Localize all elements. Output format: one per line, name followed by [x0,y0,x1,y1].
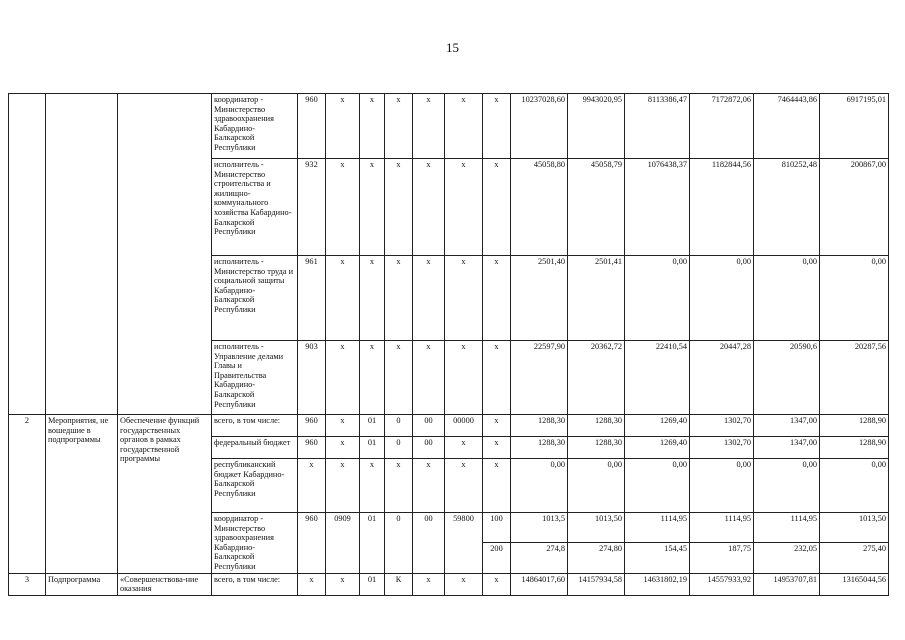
value-cell: 0,00 [568,459,625,513]
name-cell: «Совершенствова-ние оказания [118,573,212,595]
cs2-cell: 0 [385,437,413,459]
name-cell: Обеспечение функций государственных органов в рамках государственной программы [118,415,212,574]
cs1-cell: x [360,459,385,513]
status-cell: Подпрограмма [46,573,118,595]
cs3-cell: x [413,256,445,341]
value-cell: 1013,5 [511,513,568,543]
cs3-cell: 00 [413,415,445,437]
cs1-cell: x [360,341,385,415]
value-cell: 1114,95 [754,513,820,543]
value-cell: 232,05 [754,543,820,573]
value-cell: 0,00 [754,459,820,513]
vr-cell: x [483,159,511,256]
value-cell: 14953707,81 [754,573,820,595]
value-cell: 0,00 [511,459,568,513]
num-cell [9,94,46,415]
cs4-cell: x [445,341,483,415]
grbs-cell: 961 [298,256,326,341]
value-cell: 200867,00 [820,159,889,256]
status-cell: Мероприятия, не вошедшие в подпрограммы [46,415,118,574]
cs3-cell: x [413,159,445,256]
vr-cell: 100 [483,513,511,543]
value-cell: 13165044,56 [820,573,889,595]
grbs-cell: 932 [298,159,326,256]
executor-cell: исполнитель - Управление делами Главы и Правительства Кабардино-Балкарской Республики [212,341,298,415]
value-cell: 0,00 [625,256,690,341]
cs1-cell: 01 [360,573,385,595]
value-cell: 10237028,60 [511,94,568,159]
value-cell: 7172872,06 [690,94,754,159]
value-cell: 1288,90 [820,415,889,437]
value-cell: 14864017,60 [511,573,568,595]
name-cell [118,94,212,415]
value-cell: 1114,95 [625,513,690,543]
rz-cell: x [326,415,360,437]
value-cell: 1114,95 [690,513,754,543]
value-cell: 20590,6 [754,341,820,415]
value-cell: 1288,30 [511,437,568,459]
value-cell: 0,00 [690,459,754,513]
rz-cell: 0909 [326,513,360,574]
vr-cell: x [483,437,511,459]
executor-cell: исполнитель - Министерство труда и социальной защиты Кабардино-Балкарской Республики [212,256,298,341]
value-cell: 0,00 [690,256,754,341]
cs2-cell: x [385,159,413,256]
rz-cell: x [326,159,360,256]
grbs-cell: 960 [298,415,326,437]
rz-cell: x [326,437,360,459]
value-cell: 1288,30 [511,415,568,437]
cs3-cell: x [413,459,445,513]
value-cell: 2501,40 [511,256,568,341]
cs4-cell: 00000 [445,415,483,437]
grbs-cell: x [298,459,326,513]
cs2-cell: К [385,573,413,595]
value-cell: 1288,30 [568,437,625,459]
cs1-cell: 01 [360,437,385,459]
value-cell: 1347,00 [754,415,820,437]
cs2-cell: x [385,459,413,513]
cs3-cell: x [413,94,445,159]
rz-cell: x [326,573,360,595]
executor-cell: всего, в том числе: [212,573,298,595]
value-cell: 1347,00 [754,437,820,459]
value-cell: 1013,50 [568,513,625,543]
value-cell: 1013,50 [820,513,889,543]
table-row [9,573,889,595]
num-cell: 2 [9,415,46,574]
grbs-cell: 960 [298,513,326,574]
cs2-cell: 0 [385,415,413,437]
budget-table [8,93,889,596]
value-cell: 1076438,37 [625,159,690,256]
cs1-cell: x [360,159,385,256]
vr-cell: x [483,94,511,159]
value-cell: 275,40 [820,543,889,573]
cs2-cell: x [385,256,413,341]
executor-cell: координатор - Министерство здравоохранения Кабардино-Балкарской Республики [212,94,298,159]
vr-cell: x [483,415,511,437]
cs1-cell: 01 [360,513,385,574]
value-cell: 45058,80 [511,159,568,256]
table-row [9,415,889,437]
value-cell: 9943020,95 [568,94,625,159]
cs2-cell: 0 [385,513,413,574]
executor-cell: всего, в том числе: [212,415,298,437]
value-cell: 0,00 [820,256,889,341]
grbs-cell: x [298,573,326,595]
executor-cell: координатор - Министерство здравоохранения Кабардино-Балкарской Республики [212,513,298,574]
value-cell: 274,80 [568,543,625,573]
value-cell: 45058,79 [568,159,625,256]
cs3-cell: x [413,573,445,595]
value-cell: 14157934,58 [568,573,625,595]
grbs-cell: 960 [298,437,326,459]
value-cell: 274,8 [511,543,568,573]
value-cell: 8113386,47 [625,94,690,159]
value-cell: 20447,28 [690,341,754,415]
value-cell: 1288,90 [820,437,889,459]
status-cell [46,94,118,415]
vr-cell: 200 [483,543,511,573]
table-row [9,94,889,159]
value-cell: 1302,70 [690,437,754,459]
value-cell: 0,00 [625,459,690,513]
cs1-cell: 01 [360,415,385,437]
cs4-cell: x [445,256,483,341]
value-cell: 1182844,56 [690,159,754,256]
value-cell: 187,75 [690,543,754,573]
value-cell: 0,00 [754,256,820,341]
grbs-cell: 960 [298,94,326,159]
cs2-cell: x [385,94,413,159]
value-cell: 1269,40 [625,415,690,437]
cs4-cell: x [445,159,483,256]
executor-cell: республиканский бюджет Кабардино-Балкарской Республики [212,459,298,513]
executor-cell: федеральный бюджет [212,437,298,459]
executor-cell: исполнитель - Министерство строительства и жилищно-коммунального хозяйства Кабардино-Балкарской Республики [212,159,298,256]
vr-cell: x [483,459,511,513]
value-cell: 14557933,92 [690,573,754,595]
value-cell: 14631802,19 [625,573,690,595]
rz-cell: x [326,256,360,341]
value-cell: 6917195,01 [820,94,889,159]
cs3-cell: 00 [413,437,445,459]
value-cell: 810252,48 [754,159,820,256]
value-cell: 1288,30 [568,415,625,437]
value-cell: 1302,70 [690,415,754,437]
cs4-cell: x [445,459,483,513]
vr-cell: x [483,341,511,415]
cs4-cell: x [445,573,483,595]
value-cell: 22410,54 [625,341,690,415]
value-cell: 22597,90 [511,341,568,415]
cs4-cell: 59800 [445,513,483,574]
rz-cell: x [326,341,360,415]
cs1-cell: x [360,256,385,341]
cs1-cell: x [360,94,385,159]
value-cell: 1269,40 [625,437,690,459]
cs3-cell: 00 [413,513,445,574]
value-cell: 2501,41 [568,256,625,341]
vr-cell: x [483,573,511,595]
cs4-cell: x [445,437,483,459]
page-number: 15 [446,40,459,55]
value-cell: 20362,72 [568,341,625,415]
cs2-cell: x [385,341,413,415]
value-cell: 7464443,86 [754,94,820,159]
cs4-cell: x [445,94,483,159]
value-cell: 0,00 [820,459,889,513]
num-cell: 3 [9,573,46,595]
vr-cell: x [483,256,511,341]
cs3-cell: x [413,341,445,415]
rz-cell: x [326,94,360,159]
value-cell: 154,45 [625,543,690,573]
rz-cell: x [326,459,360,513]
value-cell: 20287,56 [820,341,889,415]
grbs-cell: 903 [298,341,326,415]
